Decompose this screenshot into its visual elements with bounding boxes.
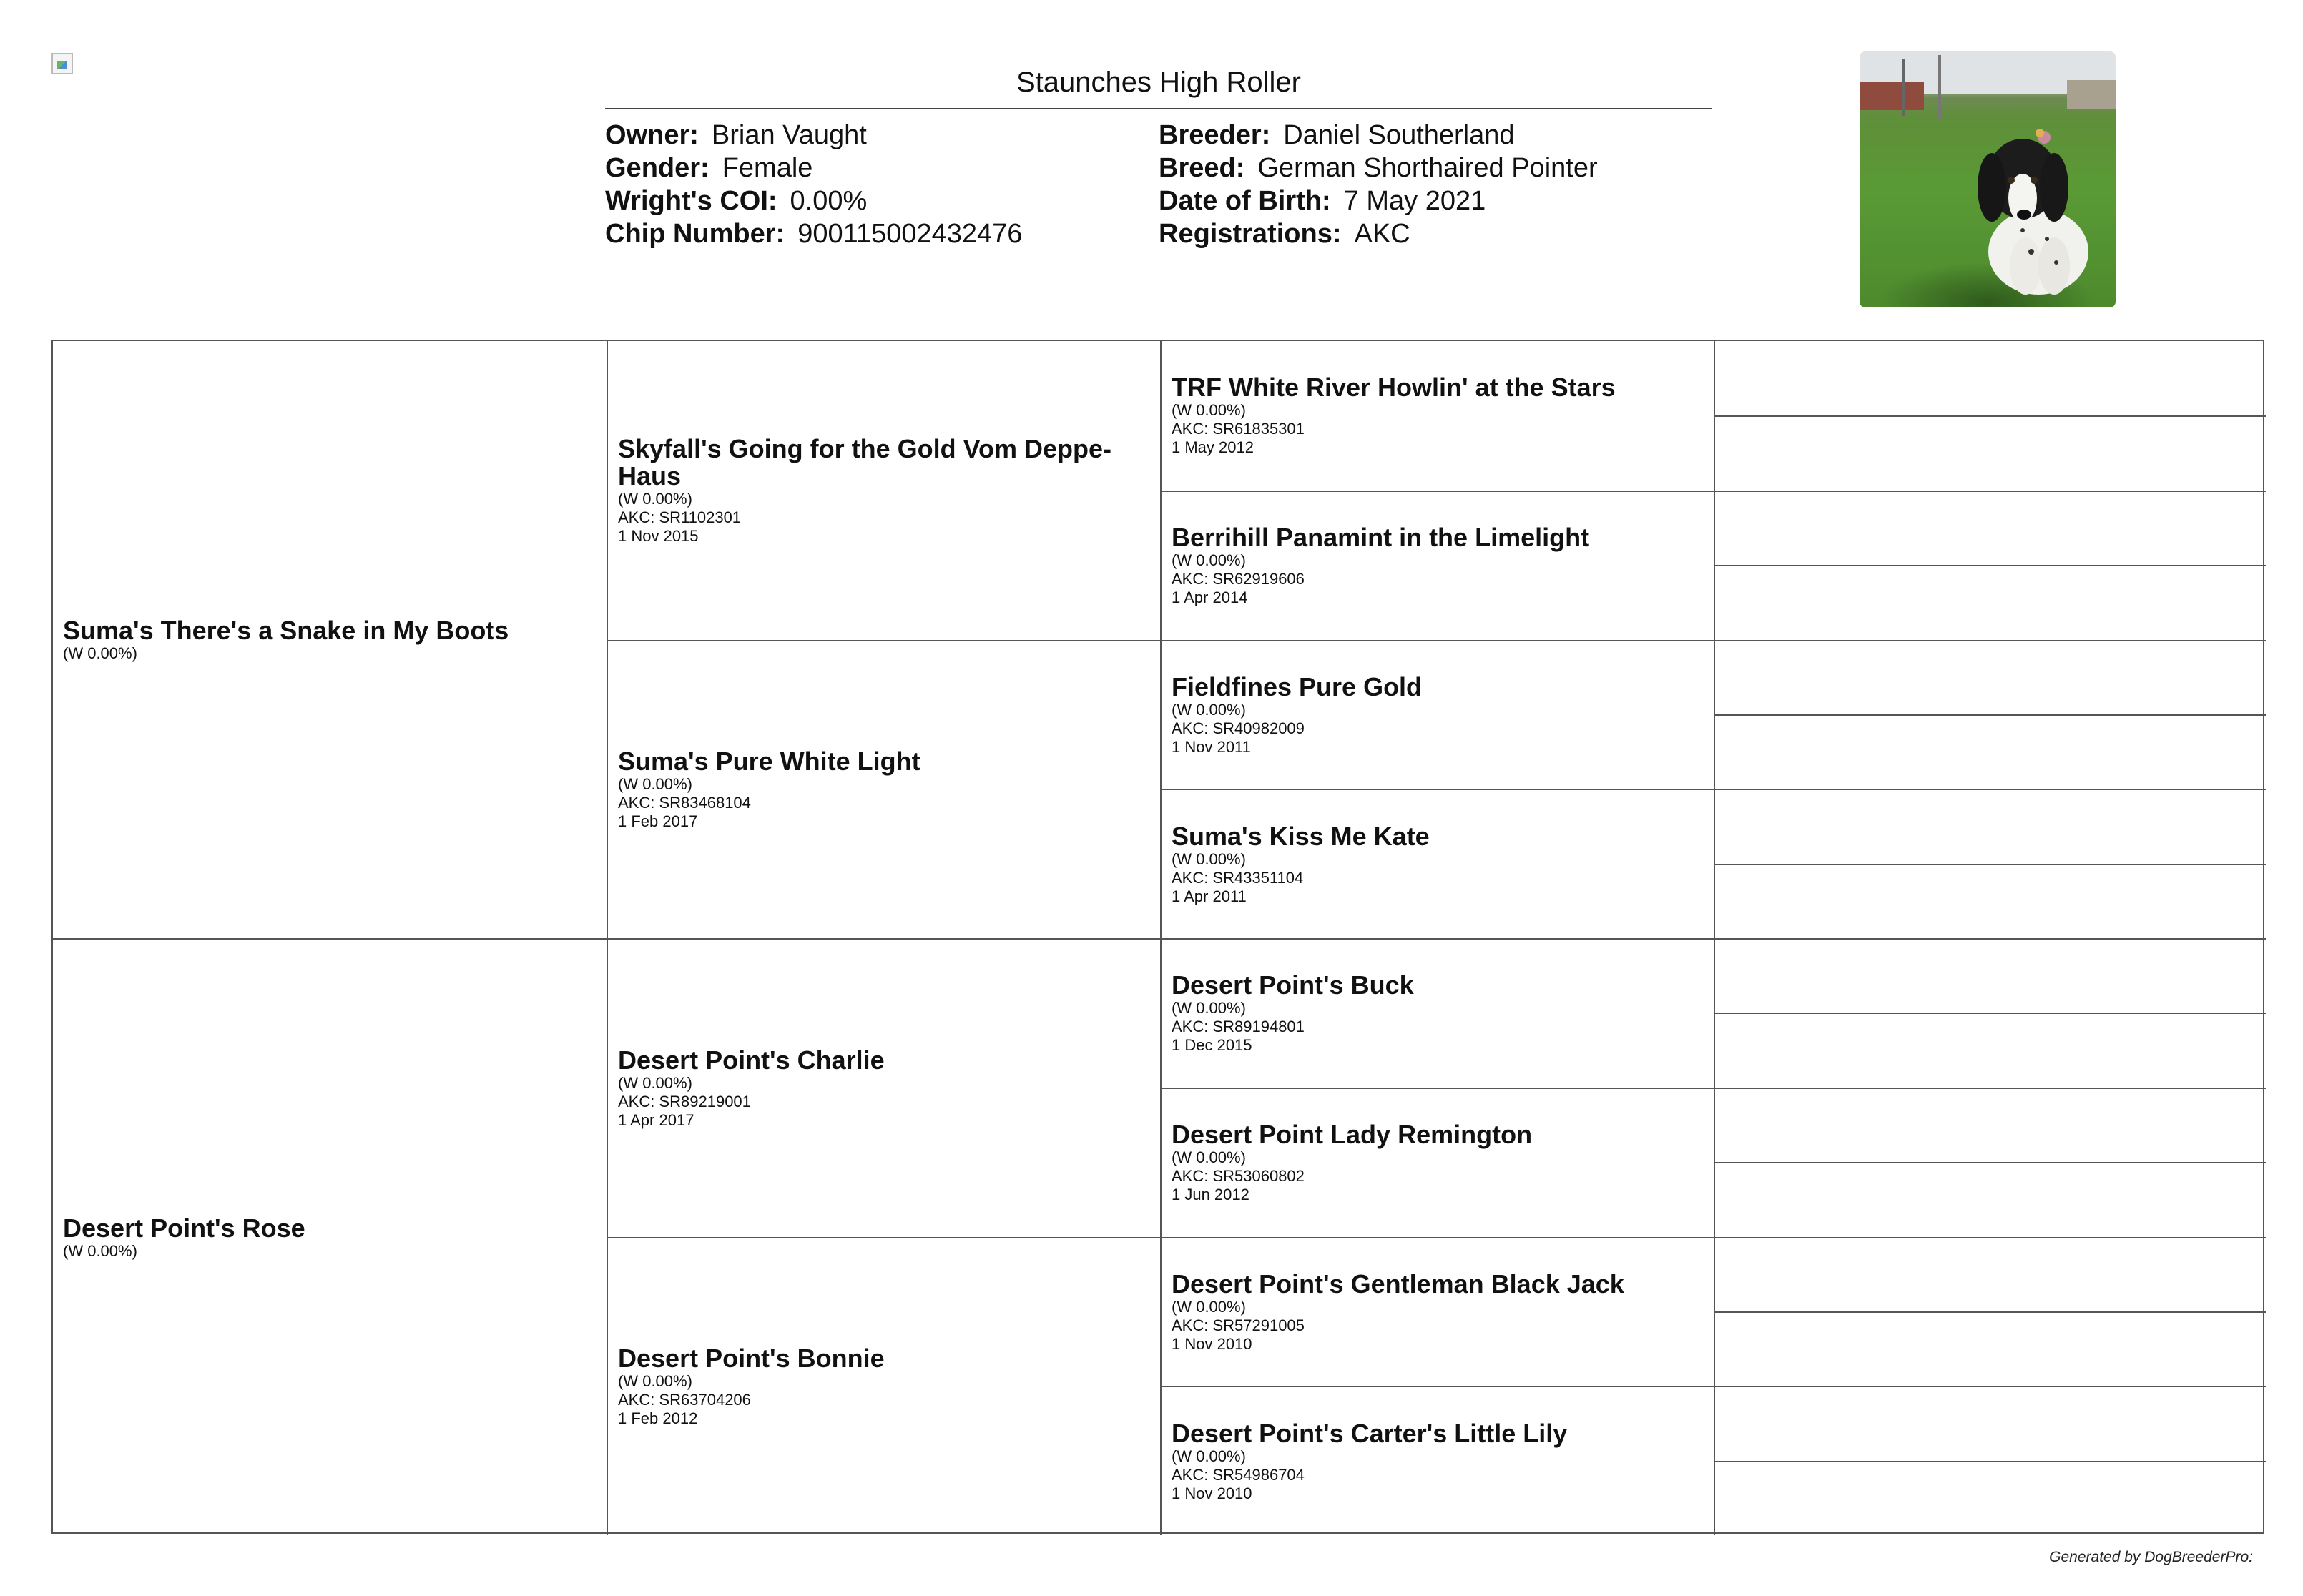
empty-ancestor-cell — [1714, 565, 2266, 639]
breeder-label: Breeder: — [1159, 120, 1271, 150]
owner-value: Brian Vaught — [711, 120, 867, 150]
empty-ancestor-cell — [1714, 789, 2266, 863]
chip-value: 900115002432476 — [797, 219, 1023, 249]
breeder-row — [1159, 119, 1598, 152]
dob-row — [1159, 184, 1598, 217]
registration-number: AKC: SR40982009 — [1172, 719, 1305, 737]
birth-date: 1 Feb 2012 — [618, 1409, 698, 1428]
empty-ancestor-cell — [1714, 1013, 2266, 1087]
grandparent-cell — [607, 938, 1160, 1237]
coi-text: (W 0.00%) — [1172, 401, 1246, 420]
dog-entry — [1172, 671, 1704, 757]
birth-date: 1 May 2012 — [1172, 438, 1254, 457]
dog-entry — [1172, 823, 1704, 906]
dog-entry — [618, 435, 1150, 546]
dog-name: Desert Point's Carter's Little Lily — [1172, 1418, 1568, 1448]
coi-text: (W 0.00%) — [1172, 700, 1246, 719]
dog-name: Desert Point Lady Remington — [1172, 1120, 1533, 1150]
dog-entry — [1172, 972, 1704, 1055]
registration-number: AKC: SR62919606 — [1172, 570, 1305, 588]
registration-number: AKC: SR1102301 — [618, 508, 742, 526]
coi-text: (W 0.00%) — [618, 1073, 692, 1092]
birth-date: 1 Feb 2017 — [618, 812, 698, 831]
title-divider — [605, 108, 1712, 109]
coi-text: (W 0.00%) — [63, 1241, 137, 1260]
empty-ancestor-cell — [1714, 1162, 2266, 1236]
empty-ancestor-cell — [1714, 640, 2266, 714]
coi-text: (W 0.00%) — [618, 775, 692, 794]
registration-number: AKC: SR61835301 — [1172, 420, 1305, 438]
dog-entry — [1172, 1420, 1704, 1503]
coi-text: (W 0.00%) — [618, 489, 692, 508]
registration-number: AKC: SR89194801 — [1172, 1018, 1305, 1036]
dog-name: Desert Point's Gentleman Black Jack — [1172, 1269, 1624, 1299]
dog-name: Desert Point's Buck — [1172, 970, 1414, 1000]
dog-name: TRF White River Howlin' at the Stars — [1172, 373, 1616, 403]
empty-ancestor-cell — [1714, 714, 2266, 789]
great-grandparent-cell — [1160, 1088, 1714, 1237]
gender-label: Gender: — [605, 153, 709, 183]
registrations-value: AKC — [1354, 219, 1410, 249]
registration-number: AKC: SR57291005 — [1172, 1316, 1305, 1334]
coi-text: (W 0.00%) — [1172, 551, 1246, 570]
dog-name: Suma's There's a Snake in My Boots — [63, 615, 509, 645]
coi-text: (W 0.00%) — [1172, 1447, 1246, 1465]
dog-entry — [1172, 1271, 1704, 1354]
registration-number: AKC: SR53060802 — [1172, 1167, 1305, 1186]
empty-ancestor-cell — [1714, 864, 2266, 938]
grandparent-cell — [607, 1237, 1160, 1536]
grandparent-cell — [607, 341, 1160, 640]
empty-ancestor-cell — [1714, 341, 2266, 415]
birth-date: 1 Nov 2010 — [1172, 1334, 1252, 1353]
registration-number: AKC: SR43351104 — [1172, 868, 1304, 887]
dog-name: Suma's Pure White Light — [618, 747, 920, 777]
dog-entry — [618, 1047, 1150, 1130]
coi-value: 0.00% — [790, 186, 868, 216]
coi-label: Wright's COI: — [605, 186, 777, 216]
empty-ancestor-cell — [1714, 1237, 2266, 1311]
dog-entry — [63, 617, 596, 663]
broken-logo-image-icon — [51, 53, 73, 74]
grandparent-cell — [607, 640, 1160, 939]
generated-by-footer: Generated by DogBreederPro: — [2049, 1549, 2253, 1565]
registration-number: AKC: SR89219001 — [618, 1092, 751, 1110]
registration-number: AKC: SR83468104 — [618, 794, 751, 812]
great-grandparent-cell — [1160, 938, 1714, 1088]
registrations-label: Registrations: — [1159, 219, 1342, 249]
great-grandparent-cell — [1160, 1386, 1714, 1535]
dob-value: 7 May 2021 — [1343, 186, 1486, 216]
registration-number: AKC: SR54986704 — [1172, 1465, 1305, 1484]
birth-date: 1 Apr 2017 — [618, 1110, 694, 1129]
chip-row — [605, 217, 1022, 250]
breeder-value: Daniel Southerland — [1283, 120, 1515, 150]
dog-name: Skyfall's Going for the Gold Vom Deppe-Haus — [618, 433, 1111, 491]
owner-row — [605, 119, 1022, 152]
info-right-column — [1159, 119, 1598, 250]
chip-label: Chip Number: — [605, 219, 785, 249]
owner-label: Owner: — [605, 120, 699, 150]
breed-label: Breed: — [1159, 153, 1245, 183]
sire-dam-cell — [53, 341, 607, 938]
pedigree-chart — [51, 340, 2264, 1534]
dog-photo — [1860, 51, 2116, 307]
empty-ancestor-cell — [1714, 1311, 2266, 1386]
coi-text: (W 0.00%) — [1172, 999, 1246, 1018]
dog-entry — [1172, 524, 1704, 607]
birth-date: 1 Nov 2011 — [1172, 737, 1251, 756]
empty-ancestor-cell — [1714, 1461, 2266, 1535]
dog-name: Desert Point's Charlie — [618, 1045, 885, 1075]
empty-ancestor-cell — [1714, 415, 2266, 490]
birth-date: 1 Jun 2012 — [1172, 1186, 1249, 1204]
registration-number: AKC: SR63704206 — [618, 1391, 751, 1409]
dog-entry — [63, 1215, 596, 1261]
dog-name: Berrihill Panamint in the Limelight — [1172, 523, 1590, 553]
dog-name: Desert Point's Rose — [63, 1213, 305, 1243]
dog-entry — [1172, 1121, 1704, 1204]
birth-date: 1 Dec 2015 — [1172, 1036, 1252, 1055]
coi-text: (W 0.00%) — [1172, 1297, 1246, 1316]
coi-text: (W 0.00%) — [63, 644, 137, 662]
gender-row — [605, 152, 1022, 184]
dog-entry — [618, 1345, 1150, 1428]
info-left-column — [605, 119, 1022, 250]
coi-text: (W 0.00%) — [1172, 1148, 1246, 1167]
breed-value: German Shorthaired Pointer — [1257, 153, 1598, 183]
registrations-row — [1159, 217, 1598, 250]
great-grandparent-cell — [1160, 1237, 1714, 1386]
dog-name: Fieldfines Pure Gold — [1172, 671, 1423, 701]
coi-text: (W 0.00%) — [1172, 849, 1246, 868]
birth-date: 1 Apr 2011 — [1172, 887, 1247, 905]
empty-ancestor-cell — [1714, 1386, 2266, 1460]
empty-ancestor-cell — [1714, 1088, 2266, 1162]
great-grandparent-cell — [1160, 640, 1714, 789]
birth-date: 1 Nov 2015 — [618, 526, 699, 545]
dog-entry — [618, 748, 1150, 831]
breed-row — [1159, 152, 1598, 184]
great-grandparent-cell — [1160, 789, 1714, 938]
great-grandparent-cell — [1160, 491, 1714, 640]
dog-entry — [1172, 374, 1704, 457]
empty-ancestor-cell — [1714, 938, 2266, 1013]
dog-name-title: Staunches High Roller — [1016, 66, 1301, 98]
great-grandparent-cell — [1160, 341, 1714, 491]
dog-name: Suma's Kiss Me Kate — [1172, 821, 1430, 851]
birth-date: 1 Nov 2010 — [1172, 1484, 1252, 1502]
birth-date: 1 Apr 2014 — [1172, 588, 1248, 607]
coi-row — [605, 184, 1022, 217]
empty-ancestor-cell — [1714, 491, 2266, 565]
dog-name: Desert Point's Bonnie — [618, 1344, 885, 1374]
puppy-illustration — [1860, 51, 2116, 307]
sire-dam-cell — [53, 938, 607, 1535]
coi-text: (W 0.00%) — [618, 1372, 692, 1391]
gender-value: Female — [722, 153, 813, 183]
dob-label: Date of Birth: — [1159, 186, 1331, 216]
